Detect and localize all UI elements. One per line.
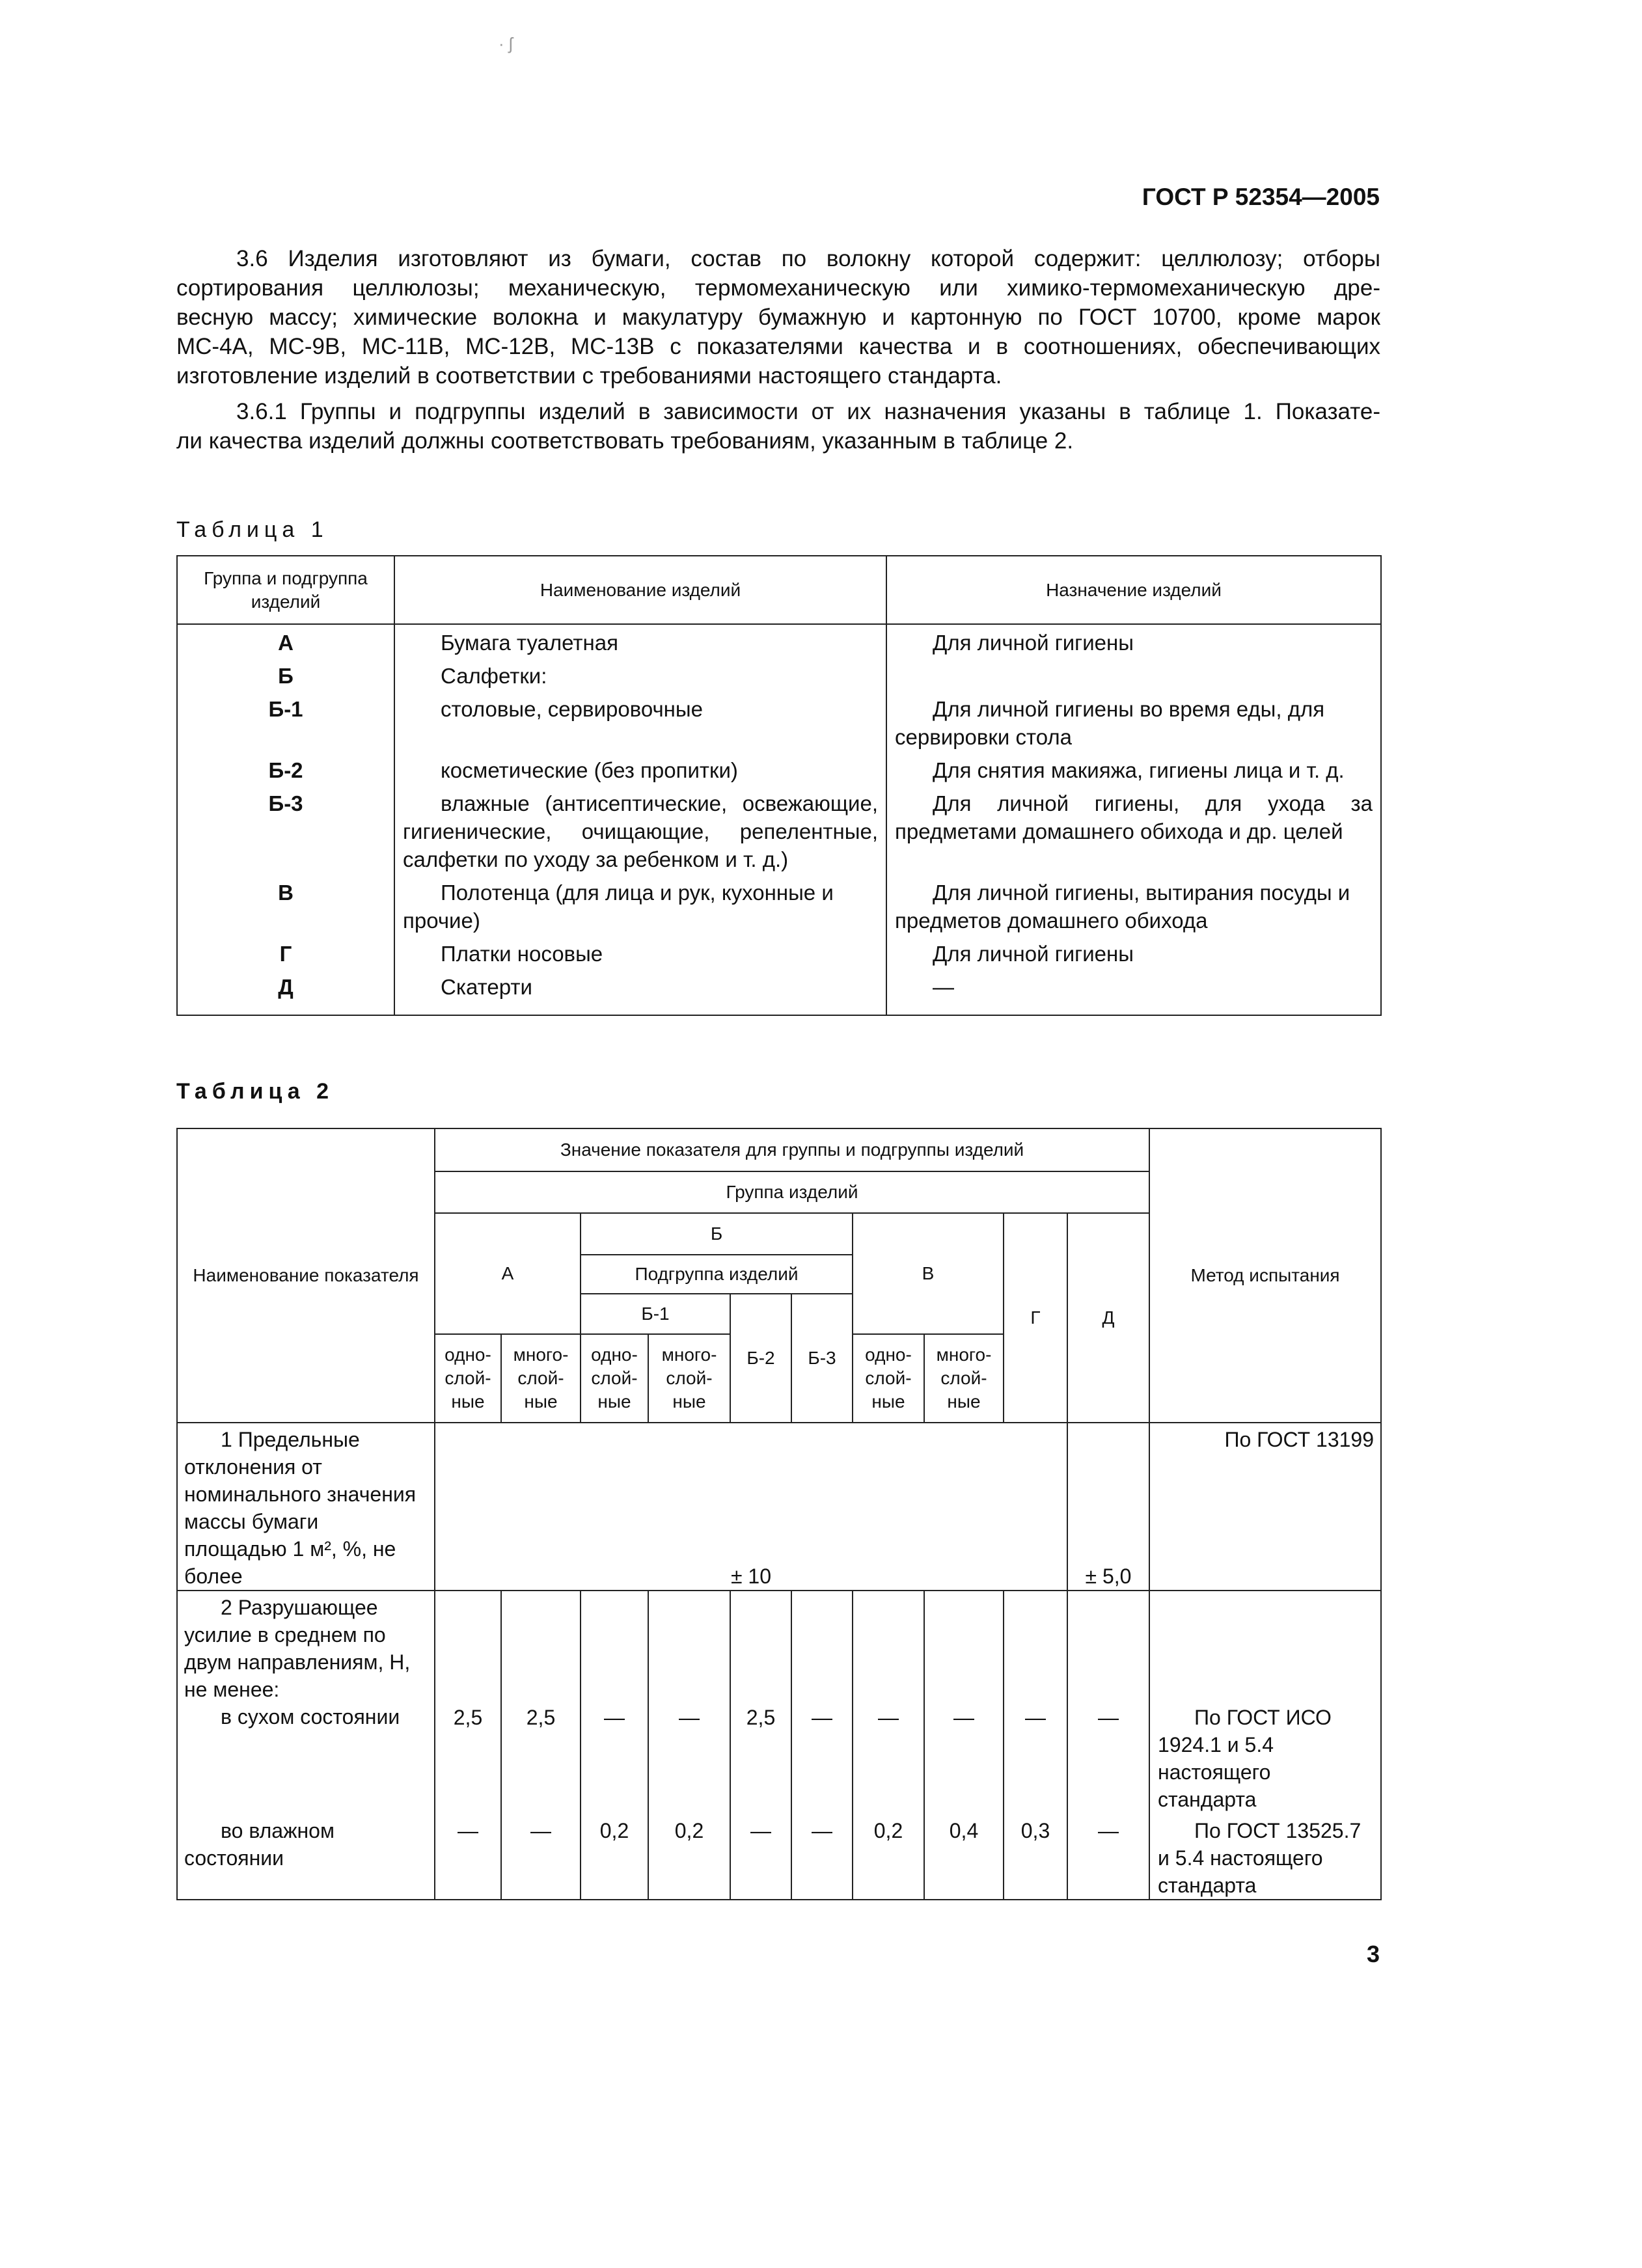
- page-number: 3: [1366, 1941, 1380, 1967]
- dry-value: —: [791, 1591, 853, 1813]
- dry-value: 2,5: [435, 1591, 501, 1813]
- indicator-title: 2 Разрушающее усилие в среднем по двум направлениям, Н, не менее:: [184, 1596, 411, 1701]
- column-header: Наименование изделий: [394, 556, 886, 624]
- table-row: [177, 937, 1381, 970]
- scan-smudge: · ʃ: [499, 34, 513, 53]
- table-row: [177, 876, 1381, 937]
- wet-value: 0,2: [581, 1813, 648, 1900]
- wet-value: —: [501, 1813, 581, 1900]
- name-cell: влажные (антисептические, освежающие, гигиенические, очищающие, репелентные, салфетки по уходу за ребенком и т. д.): [394, 787, 886, 876]
- group-cell: Г: [177, 937, 394, 970]
- subgroup-header: Подгруппа изделий: [581, 1255, 853, 1294]
- group-cell: В: [177, 876, 394, 937]
- wet-method: По ГОСТ 13525.7 и 5.4 настоящего стандарта: [1149, 1813, 1381, 1900]
- name-cell: Полотенца (для лица и рук, кухонные и прочие): [394, 876, 886, 937]
- table-row: [177, 659, 1381, 692]
- table2-caption: Таблица 2: [176, 1079, 335, 1104]
- wet-value: 0,2: [648, 1813, 730, 1900]
- indicator-name: [177, 1591, 435, 1813]
- purpose-cell: [886, 659, 1381, 692]
- table-row: [177, 787, 1381, 876]
- indicator-header: Наименование показателя: [177, 1128, 435, 1423]
- value-header: Значение показателя для группы и подгруппы изделий: [435, 1128, 1149, 1171]
- table-row: [177, 754, 1381, 787]
- text-line: изготовление изделий в соответствии с требованиями настоящего стандарта.: [176, 363, 1002, 389]
- name-cell: Бумага туалетная: [394, 624, 886, 659]
- table-row: [177, 970, 1381, 1015]
- layer-header-multi: много- слой- ные: [648, 1334, 730, 1423]
- text-line: МС-4А, МС-9В, МС-11В, МС-12В, МС-13В с показателями качества и в соотношениях, обеспечивающих: [176, 334, 1380, 359]
- layer-header-multi: много- слой- ные: [501, 1334, 581, 1423]
- wet-label: во влажном состоянии: [177, 1813, 435, 1900]
- wet-value: 0,4: [924, 1813, 1004, 1900]
- group-cell: Б: [177, 659, 394, 692]
- table-row: [177, 1423, 1381, 1591]
- wet-value: —: [435, 1813, 501, 1900]
- layer-header-multi: много- слой- ные: [924, 1334, 1004, 1423]
- table-row: [177, 1591, 1381, 1813]
- name-cell: косметические (без пропитки): [394, 754, 886, 787]
- text-line: весную массу; химические волокна и макулатуру бумажную и картонную по ГОСТ 10700, кроме марок: [176, 305, 1380, 330]
- layer-header-single: одно- слой- ные: [581, 1334, 648, 1423]
- value-cell: ± 10: [435, 1423, 1067, 1591]
- group-cell: Д: [177, 970, 394, 1015]
- table-row: [177, 692, 1381, 754]
- paragraph-3-6: [176, 244, 1380, 390]
- group-cell: А: [177, 624, 394, 659]
- group-b-header: Б: [581, 1213, 853, 1255]
- layer-header-single: одно- слой- ные: [435, 1334, 501, 1423]
- table-2-quality-indicators: [176, 1128, 1382, 1900]
- table-header-row: [177, 556, 1381, 624]
- group-cell: Б-3: [177, 787, 394, 876]
- dry-value: —: [1067, 1591, 1149, 1813]
- value-cell: ± 5,0: [1067, 1423, 1149, 1591]
- method-header: Метод испытания: [1149, 1128, 1381, 1423]
- group-v-header: В: [853, 1213, 1004, 1334]
- wet-value: 0,2: [853, 1813, 924, 1900]
- table-header-row: [177, 1128, 1381, 1171]
- table1-caption: Таблица 1: [176, 517, 329, 542]
- purpose-cell: Для личной гигиены во время еды, для сервировки стола: [886, 692, 1381, 754]
- purpose-cell: Для личной гигиены: [886, 937, 1381, 970]
- document-code-header: ГОСТ Р 52354—2005: [1142, 184, 1380, 210]
- group-g-header: Г: [1004, 1213, 1067, 1423]
- dry-value: 2,5: [501, 1591, 581, 1813]
- dry-value: 2,5: [730, 1591, 791, 1813]
- table-row: [177, 624, 1381, 659]
- name-cell: Скатерти: [394, 970, 886, 1015]
- name-cell: Салфетки:: [394, 659, 886, 692]
- table-1-product-groups: [176, 555, 1382, 1016]
- dry-method: По ГОСТ ИСО 1924.1 и 5.4 настоящего стандарта: [1149, 1591, 1381, 1813]
- wet-value: —: [791, 1813, 853, 1900]
- name-cell: столовые, сервировочные: [394, 692, 886, 754]
- group-d-header: Д: [1067, 1213, 1149, 1423]
- purpose-cell: Для личной гигиены, для ухода за предметами домашнего обихода и др. целей: [886, 787, 1381, 876]
- purpose-cell: Для личной гигиены, вытирания посуды и предметов домашнего обихода: [886, 876, 1381, 937]
- purpose-cell: Для личной гигиены: [886, 624, 1381, 659]
- group-a-header: А: [435, 1213, 581, 1334]
- text-line: 3.6 Изделия изготовляют из бумаги, состав по волокну которой содержит: целлюлозу; отборы: [236, 246, 1380, 271]
- dry-label: в сухом состоянии: [221, 1705, 400, 1728]
- paragraph-3-6-1: [176, 397, 1380, 456]
- text-line: ли качества изделий должны соответствовать требованиям, указанным в таблице 2.: [176, 428, 1074, 454]
- dry-value: —: [581, 1591, 648, 1813]
- method-cell: По ГОСТ 13199: [1149, 1423, 1381, 1591]
- text-line: сортирования целлюлозы; механическую, термомеханическую или химико-термомеханическую дре-: [176, 275, 1380, 301]
- subgroup-b2-header: Б-2: [730, 1294, 791, 1423]
- purpose-cell: Для снятия макияжа, гигиены лица и т. д.: [886, 754, 1381, 787]
- purpose-cell: —: [886, 970, 1381, 1015]
- group-cell: Б-1: [177, 692, 394, 754]
- dry-value: —: [1004, 1591, 1067, 1813]
- wet-value: —: [730, 1813, 791, 1900]
- column-header: Назначение изделий: [886, 556, 1381, 624]
- subgroup-b3-header: Б-3: [791, 1294, 853, 1423]
- text-line: 3.6.1 Группы и подгруппы изделий в зависимости от их назначения указаны в таблице 1. Показате-: [236, 399, 1380, 424]
- subgroup-b1-header: Б-1: [581, 1294, 730, 1334]
- group-header: Группа изделий: [435, 1171, 1149, 1213]
- name-cell: Платки носовые: [394, 937, 886, 970]
- dry-value: —: [924, 1591, 1004, 1813]
- column-header: Группа и подгруппа изделий: [177, 556, 394, 624]
- indicator-name: 1 Предельные отклонения от номинального значения массы бумаги площадью 1 м², %, не более: [177, 1423, 435, 1591]
- wet-value: —: [1067, 1813, 1149, 1900]
- wet-value: 0,3: [1004, 1813, 1067, 1900]
- table-row: [177, 1813, 1381, 1900]
- group-cell: Б-2: [177, 754, 394, 787]
- dry-value: —: [853, 1591, 924, 1813]
- layer-header-single: одно- слой- ные: [853, 1334, 924, 1423]
- dry-value: —: [648, 1591, 730, 1813]
